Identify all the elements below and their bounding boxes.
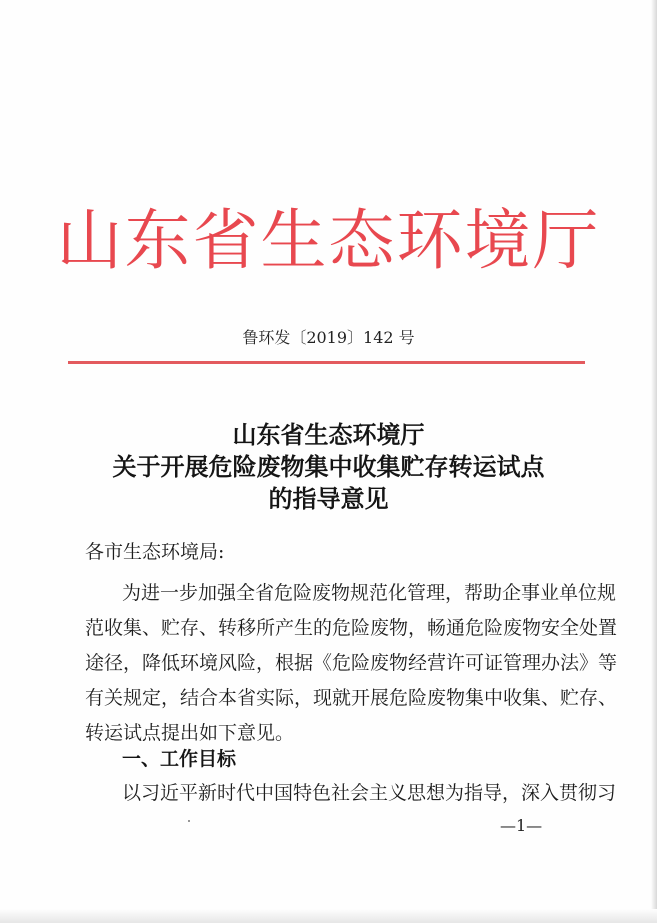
- page-number: —1—: [500, 816, 543, 835]
- document-title-line-3: 的指导意见: [268, 485, 389, 513]
- paragraph-1-line: 为进一步加强全省危险废物规范化管理，帮助企事业单位规: [122, 582, 617, 604]
- letterhead-red-divider: [68, 361, 585, 364]
- letterhead-agency-name: 山东省生态环境厅: [56, 202, 601, 279]
- scan-edge-bottom: [0, 909, 657, 923]
- document-title-line-1: 山东省生态环境厅: [232, 421, 425, 449]
- document-title-line-2: 关于开展危险废物集中收集贮存转运试点: [112, 453, 545, 481]
- paragraph-2-line: 以习近平新时代中国特色社会主义思想为指导，深入贯彻习: [122, 782, 617, 804]
- document-number: 鲁环发〔2019〕142 号: [242, 328, 415, 347]
- paragraph-1-line: 范收集、贮存、转移所产生的危险废物，畅通危险废物安全处置: [85, 617, 618, 639]
- scan-speck: [188, 820, 190, 822]
- scan-edge-right: [651, 0, 657, 923]
- paragraph-1-line: 途径，降低环境风险，根据《危险废物经营许可证管理办法》等: [85, 652, 618, 674]
- paragraph-1-line: 转运试点提出如下意见。: [85, 722, 295, 744]
- salutation: 各市生态环境局:: [85, 541, 225, 563]
- section-heading-work-goals: 一、工作目标: [122, 748, 237, 770]
- paragraph-1-line: 有关规定，结合本省实际，现就开展危险废物集中收集、贮存、: [85, 687, 618, 709]
